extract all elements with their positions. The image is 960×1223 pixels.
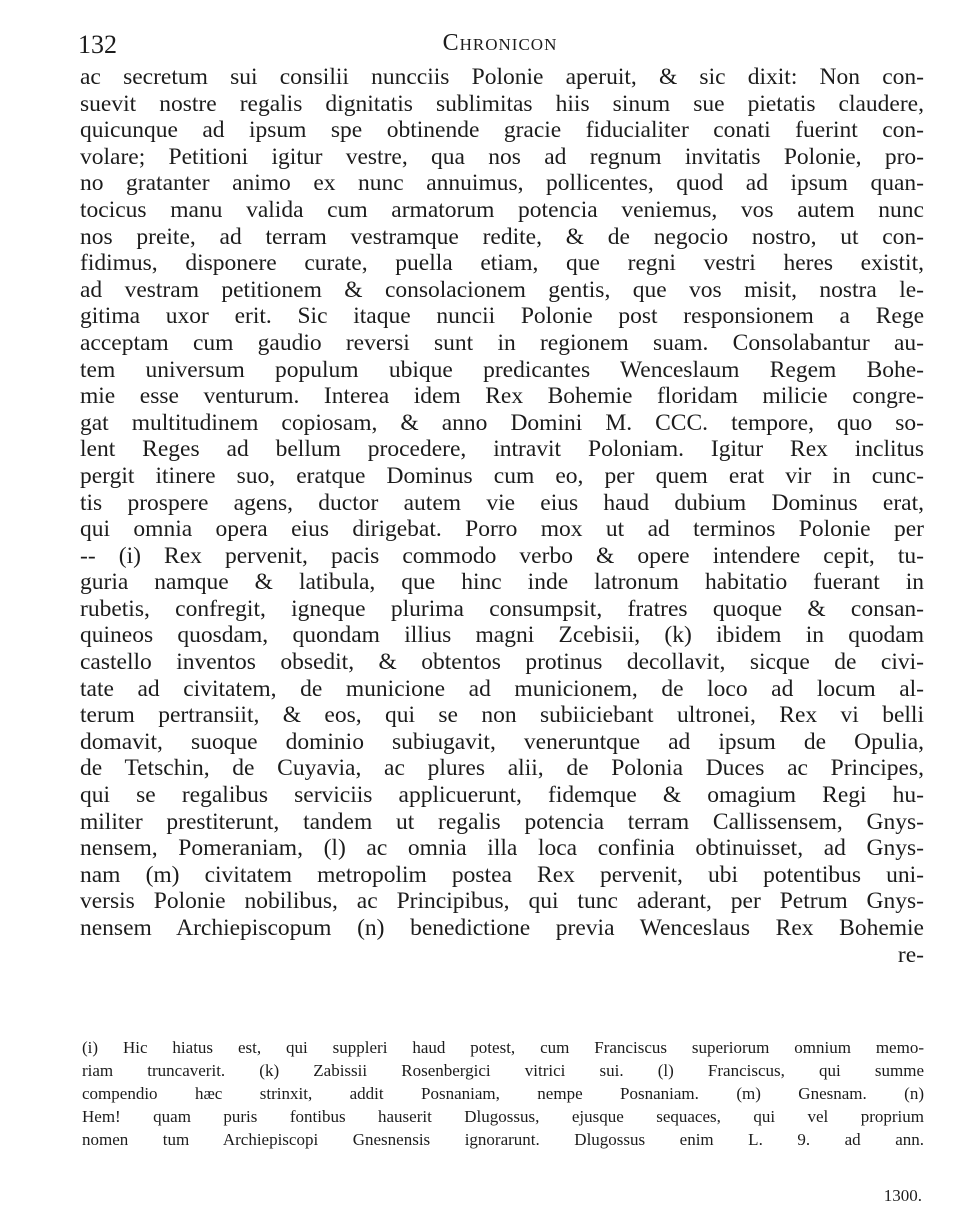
footnote-line: compendio hæc strinxit, addit Posnaniam, nempe Posnaniam. (m) Gnesnam. (n)	[82, 1084, 924, 1103]
text-line: suevit nostre regalis dignitatis sublimitas hiis sinum sue pietatis claudere,	[80, 90, 924, 117]
footnote-line: riam truncaverit. (k) Zabissii Rosenbergici vitrici sui. (l) Franciscus, qui summe	[82, 1061, 924, 1080]
text-line: fidimus, disponere curate, puella etiam, que regni vestri heres existit,	[80, 250, 924, 277]
text-line: -- (i) Rex pervenit, pacis commodo verbo & opere intendere cepit, tu-	[80, 542, 924, 569]
footnote-line: (i) Hic hiatus est, qui suppleri haud potest, cum Franciscus superiorum omnium memo-	[82, 1038, 924, 1057]
running-title: Chronicon	[442, 30, 558, 56]
text-line: re-	[897, 941, 924, 968]
text-line: no gratanter animo ex nunc annuimus, pollicentes, quod ad ipsum quan-	[80, 170, 924, 197]
catchword-signature: 1300.	[883, 1186, 922, 1205]
text-line: versis Polonie nobilibus, ac Principibus, qui tunc aderant, per Petrum Gnys-	[80, 888, 924, 915]
text-line: guria namque & latibula, que hinc inde latronum habitatio fuerant in	[80, 569, 924, 596]
text-line: nensem, Pomeraniam, (l) ac omnia illa loca confinia obtinuisset, ad Gnys-	[80, 835, 924, 862]
text-line: tem universum populum ubique predicantes Wenceslaum Regem Bohe-	[80, 356, 924, 383]
text-line: qui omnia opera eius dirigebat. Porro mox ut ad terminos Polonie per	[80, 516, 924, 543]
text-line: rubetis, confregit, igneque plurima consumpsit, fratres quoque & consan-	[80, 595, 924, 622]
text-line: terum pertransiit, & eos, qui se non subiiciebant ultronei, Rex vi belli	[80, 702, 924, 729]
footnote-line: Hem! quam puris fontibus hauserit Dlugossus, ejusque sequaces, qui vel proprium	[82, 1107, 924, 1126]
text-line: pergit itinere suo, eratque Dominus cum eo, per quem erat vir in cunc-	[80, 462, 924, 489]
text-line: castello inventos obsedit, & obtentos protinus decollavit, sicque de civi-	[80, 649, 924, 676]
text-line: nos preite, ad terram vestramque redite, & de negocio nostro, ut con-	[80, 223, 924, 250]
text-line: militer prestiterunt, tandem ut regalis potencia terram Callissensem, Gnys-	[80, 808, 924, 835]
text-line: domavit, suoque dominio subiugavit, veneruntque ad ipsum de Opulia,	[80, 728, 924, 755]
main-text	[80, 64, 924, 968]
text-line: lent Reges ad bellum procedere, intravit Poloniam. Igitur Rex inclitus	[80, 436, 924, 463]
footnote-line: nomen tum Archiepiscopi Gnesnensis ignorarunt. Dlugossus enim L. 9. ad ann.	[82, 1130, 924, 1149]
text-line: ac secretum sui consilii nuncciis Polonie aperuit, & sic dixit: Non con-	[80, 64, 924, 90]
text-line: mie esse venturum. Interea idem Rex Bohemie floridam milicie congre-	[80, 383, 924, 410]
text-line: acceptam cum gaudio reversi sunt in regionem suam. Consolabantur au-	[80, 329, 924, 356]
text-line: qui se regalibus serviciis applicuerunt, fidemque & omagium Regi hu-	[80, 782, 924, 809]
text-line: volare; Petitioni igitur vestre, qua nos ad regnum invitatis Polonie, pro-	[80, 143, 924, 170]
text-line: ad vestram petitionem & consolacionem gentis, que vos misit, nostra le-	[80, 276, 924, 303]
text-line: tocicus manu valida cum armatorum potencia veniemus, vos autem nunc	[80, 196, 924, 223]
page-header	[78, 28, 922, 68]
text-line: gitima uxor erit. Sic itaque nuncii Polonie post responsionem a Rege	[80, 303, 924, 330]
text-line: quicunque ad ipsum spe obtinende gracie fiducialiter conati fuerint con-	[80, 117, 924, 144]
text-line: tate ad civitatem, de municione ad municionem, de loco ad locum al-	[80, 675, 924, 702]
page-number: 132	[78, 30, 117, 59]
text-line: de Tetschin, de Cuyavia, ac plures alii, de Polonia Duces ac Principes,	[80, 755, 924, 782]
text-line: gat multitudinem copiosam, & anno Domini M. CCC. tempore, quo so-	[80, 409, 924, 436]
footnotes	[82, 1036, 924, 1151]
text-line: tis prospere agens, ductor autem vie eius haud dubium Dominus erat,	[80, 489, 924, 516]
text-line: nam (m) civitatem metropolim postea Rex pervenit, ubi potentibus uni-	[80, 861, 924, 888]
text-line: nensem Archiepiscopum (n) benedictione previa Wenceslaus Rex Bohemie	[80, 915, 924, 941]
text-line: quineos quosdam, quondam illius magni Zcebisii, (k) ibidem in quodam	[80, 622, 924, 649]
